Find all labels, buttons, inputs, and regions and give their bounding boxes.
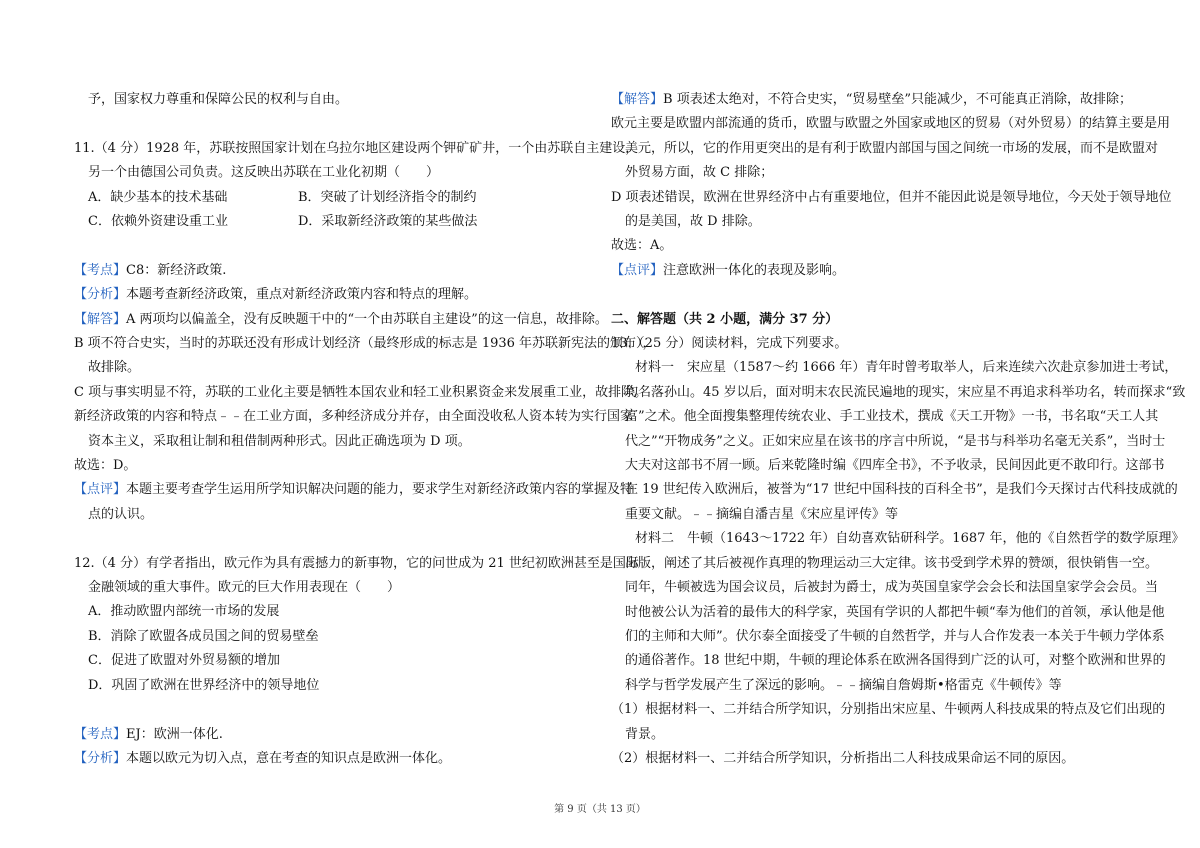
q11-dianping [74,478,634,502]
q11-kaodian [74,259,594,283]
dianping-text: 注意欧洲一体化的表现及影响。 [663,262,846,278]
jieda-text: A 两项均以偏盖全，没有反映题干中的“一个由苏联自主建设”的这一信息，故排除。 [126,311,608,327]
q11-nep-line1: 新经济政策的内容和特点﹣﹣在工业方面，多种经济成分并存，由全面没收私人资本转为实行国家 [74,409,634,425]
material1-line1: 材料一 宋应星（1587～约 1666 年）青年时曾考取举人，后来连续六次赴京参加进士考试， [635,360,1178,376]
q11-options-row2 [74,210,594,234]
q12-stem-line1: 12.（4 分）有学者指出，欧元作为具有震撼力的新事物，它的问世成为 21 世纪初欧洲甚至是国际 [74,555,639,571]
fenxi-text: 本题以欧元为切入点，意在考查的知识点是欧洲一体化。 [126,750,452,766]
q13-stem: 13.（25 分）阅读材料，完成下列要求。 [611,336,848,352]
fenxi-text: 本题考查新经济政策，重点对新经济政策内容和特点的理解。 [126,287,478,303]
material2-line5: 们的主师和大师”。伏尔泰全面接受了牛顿的自然哲学，并与人合作发表一本关于牛顿力学体系 [625,628,1165,644]
q11-fenxi [74,283,594,307]
dianping-tag: 【点评】 [74,482,127,498]
q12-option-c: C．促进了欧盟对外贸易额的增加 [88,653,280,669]
q11-dianping-line2: 点的认识。 [88,506,154,522]
requirement2: （2）根据材料一、二并结合所学知识，分析指出二人科技成果命运不同的原因。 [611,750,1075,766]
q11-choice: 故选：D。 [74,458,137,474]
q11-option-b: B．突破了计划经济指令的制约 [298,189,477,205]
requirement1-line1: （1）根据材料一、二并结合所学知识，分别指出宋应星、牛顿两人科技成果的特点及它们出现的 [611,702,1166,718]
q12-option-a: A．推动欧盟内部统一市场的发展 [88,604,280,620]
q12-kaodian [74,723,594,747]
q11-option-d: D．采取新经济政策的某些做法 [298,214,478,230]
material1-line6: 在 19 世纪传入欧洲后，被誉为“17 世纪中国科技的百科全书”，是我们今天探讨古代科技成就的 [625,482,1178,498]
q12-choice: 故选：A。 [611,238,673,254]
material1-line7: 重要文献。﹣﹣摘编自潘吉星《宋应星评传》等 [625,506,899,522]
q12-option-d: D．巩固了欧洲在世界经济中的领导地位 [88,677,320,693]
material2-line3: 同年，牛顿被选为国会议员，后被封为爵士，成为英国皇家学会会长和法国皇家学会会员。当 [625,580,1159,596]
jieda-tag: 【解答】 [611,92,664,107]
kaodian-tag: 【考点】 [74,726,127,742]
kaodian-text: C8：新经济政策. [126,262,227,278]
q11-options-row1 [74,186,594,210]
q11-nep-line2: 资本主义，采取租让制和租借制两种形式。因此正确选项为 D 项。 [88,433,471,449]
dianping-tag: 【点评】 [611,262,664,278]
material2-line2: 出版，阐述了其后被视作真理的物理运动三大定律。该书受到学术界的赞颂，很快销售一空。 [625,555,1159,571]
material1-line3: 富”之术。他全面搜集整理传统农业、手工业技术，撰成《天工开物》一书，书名取“天工人其 [625,409,1159,425]
q12-dianping [611,259,1131,283]
dianping-text: 本题主要考查学生运用所学知识解决问题的能力，要求学生对新经济政策内容的掌握及特 [126,482,634,498]
q11-b-line2: 故排除。 [88,360,141,376]
q12-jieda [611,88,1131,112]
material2-line7: 科学与哲学发展产生了深远的影响。﹣﹣摘编自詹姆斯•格雷克《牛顿传》等 [625,677,1062,693]
q12-euro-line3: 外贸易方面，故 C 排除； [625,165,774,181]
section-heading: 二、解答题（共 2 小题，满分 37 分） [611,311,839,327]
q12-fenxi [74,747,594,771]
q11-c-line: C 项与事实明显不符，苏联的工业化主要是牺牲本国农业和轻工业积累资金来发展重工业，故排除。 [74,384,648,400]
material1-line4: 代之”“开物成务”之义。正如宋应星在该书的序言中所说，“是书与科举功名毫无关系”，当时士 [625,433,1166,449]
q11-jieda [74,308,608,332]
q11-b-line1: B 项不符合史实，当时的苏联还没有形成计划经济（最终形成的标志是 1936 年苏联新宪法的颁布）， [74,336,656,352]
kaodian-text: EJ：欧洲一体化. [126,726,223,742]
intro-tail: 予，国家权力尊重和保障公民的权利与自由。 [88,92,349,107]
fenxi-tag: 【分析】 [74,750,127,766]
q12-euro-line1: 欧元主要是欧盟内部流通的货币，欧盟与欧盟之外国家或地区的贸易（对外贸易）的结算主要是用 [611,116,1171,132]
page-footer: 第 9 页（共 13 页） [554,804,646,815]
material2-line1: 材料二 牛顿（1643～1722 年）自幼喜欢钻研科学。1687 年，他的《自然哲学的数学原理》 [635,531,1185,547]
material2-line6: 的通俗著作。18 世纪中期，牛顿的理论体系在欧洲各国得到广泛的认可，对整个欧洲和世界的 [625,653,1166,669]
q12-d-line1: D 项表述错误，欧洲在世界经济中占有重要地位，但并不能因此说是领导地位，今天处于领导地位 [611,189,1172,205]
fenxi-tag: 【分析】 [74,287,127,303]
q12-euro-line2: 美元，所以，它的作用更突出的是有利于欧盟内部国与国之间统一市场的发展，而不是欧盟对 [625,140,1159,156]
q12-d-line2: 的是美国，故 D 排除。 [625,214,761,230]
q11-stem-line1: 11.（4 分）1928 年，苏联按照国家计划在乌拉尔地区建设两个钾矿矿井，一个由苏联自主建设， [74,140,639,156]
right-column [611,88,1186,771]
requirement1-line2: 背景。 [625,726,665,742]
jieda-text: B 项表述太绝对，不符合史实，“贸易壁垒”只能减少，不可能真正消除，故排除； [663,92,1132,107]
material1-line5: 大夫对这部书不屑一顾。后来乾隆时编《四库全书》，不予收录，民间因此更不敢印行。这部书 [625,458,1165,474]
material1-line2: 均名落孙山。45 岁以后，面对明末农民流民遍地的现实，宋应星不再追求科举功名，转而探求“致 [625,384,1186,400]
kaodian-tag: 【考点】 [74,262,127,278]
jieda-tag: 【解答】 [74,311,127,327]
q11-option-a: A．缺少基本的技术基础 [88,189,228,205]
q11-stem-line2: 另一个由德国公司负责。这反映出苏联在工业化初期（ ） [88,165,440,181]
q11-option-c: C．依赖外资建设重工业 [88,214,228,230]
q12-option-b: B．消除了欧盟各成员国之间的贸易壁垒 [88,628,319,644]
material2-line4: 时他被公认为活着的最伟大的科学家，英国有学识的人都把牛顿“奉为他们的首领，承认他是他 [625,604,1165,620]
q12-stem-line2: 金融领域的重大事件。欧元的巨大作用表现在（ ） [88,580,401,596]
